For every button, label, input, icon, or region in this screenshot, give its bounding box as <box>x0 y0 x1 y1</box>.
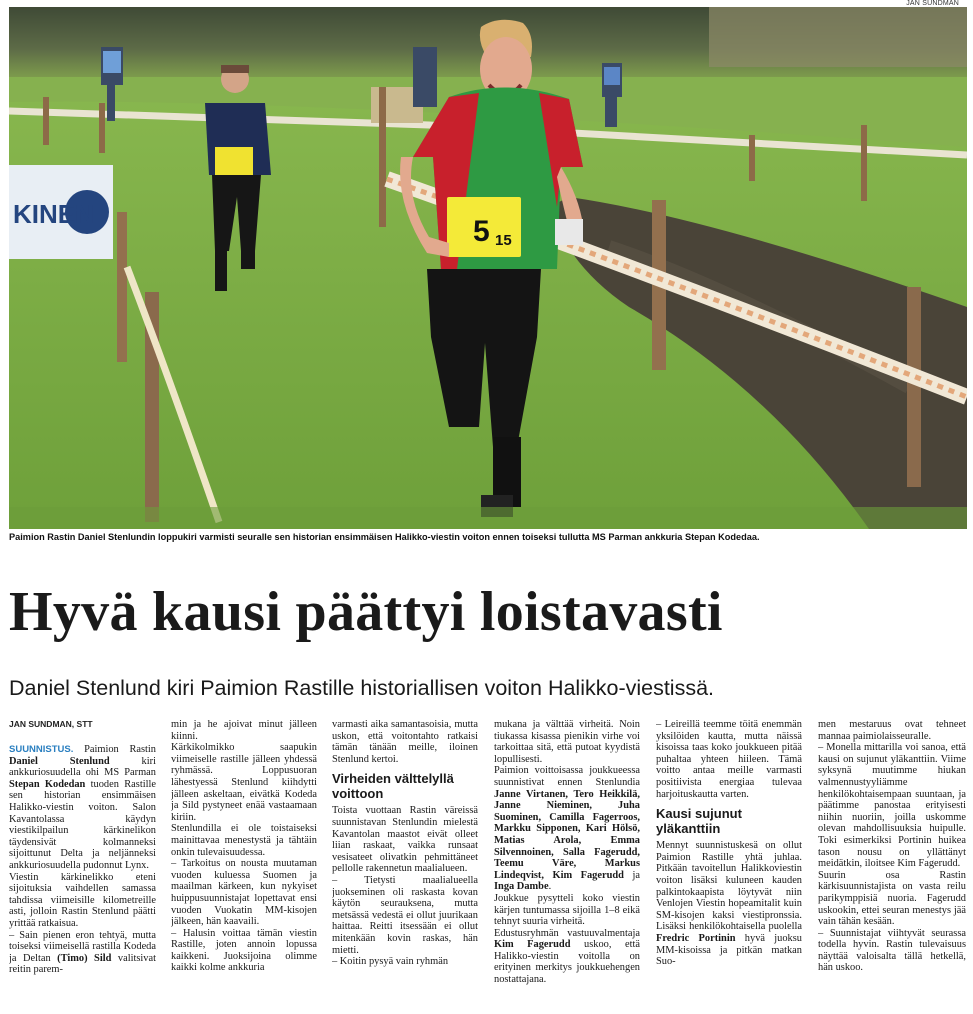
section-kicker: SUUNNISTUS. <box>9 744 74 755</box>
subheadline: Daniel Stenlund kiri Paimion Rastille historiallisen voiton Halikko-viestissä. <box>9 676 715 700</box>
paragraph: men mestaruus ovat tehneet mannaa paimiolaisseuralle. <box>818 719 966 742</box>
paragraph: – Tarkoitus on nousta muutaman vuoden kuluessa Suomen ja maailman kärkeen, kun nykyiset huippusuunnistajat lopettavat ensi vuoden Vuokatin MM-kisojen jälkeen, hän kaavaili. <box>171 858 317 928</box>
paragraph: – Monella mittarilla voi sanoa, että kausi on sujunut yläkanttiin. Viime syksynä muutimme hiukan valmennustyyliämme henkilökohtaisempaan suuntaan, ja päätimme panostaa erityisesti niihin nuoriin, joilla uskomme olevan mahdollisuuksia huipulle. Toki esimerkiksi Portinin huikea tason nousu on yllättänyt meidätkin, iloitsee Kim Fagerudd. <box>818 742 966 870</box>
paragraph: – Tietysti maalialueella juokseminen oli raskasta kovan käytön seurauksena, mutta metsässä vedestä ei ollut juurikaan haittaa. Reitti itsessään ei ollut mitenkään kovin raskas, hän mietti. <box>332 874 478 956</box>
byline: JAN SUNDMAN, STT <box>9 719 93 729</box>
paragraph: Mennyt suunnistuskesä on ollut Paimion Rastille yhtä juhlaa. Pitkään tavoitellun Halikkoviestin voiton lisäksi kuluneen kauden palkintokaapista löytyvät niin Venlojen Viestin hopeamitalit kuin SM-kisojen kaksi viestipronssia. Lisäksi henkilökohtaisella puolella Fredric Portinin hyvä juoksu MM-kisoissa ja pitkän matkan Suo- <box>656 840 802 968</box>
paragraph: – Leireillä teemme töitä enemmän yksilöiden kautta, mutta näissä kisoissa taas koko joukkueen pitää puhaltaa yhteen hiileen. Tämä voitto antaa meille varmasti positiivista energiaa tulevaa harjoituskautta varten. <box>656 719 802 800</box>
race-photo <box>9 7 967 529</box>
article-body <box>0 719 973 1011</box>
paragraph: – Halusin voittaa tämän viestin Rastille, joten annoin lopussa kaikkeni. Juoksijoina olimme kaikki kolme ankkuria <box>171 927 317 974</box>
photo-credit: JAN SUNDMAN <box>906 0 959 7</box>
paragraph: Suurin osa Rastin kärkisuunnistajista on vasta reilu parikymppisiä nuoria. Fagerudd uskookin, ettei seuran menestys jää vain tähän kesään. <box>818 869 966 928</box>
headline: Hyvä kausi päättyi loistavasti <box>9 581 723 643</box>
svg-text:KINEN: KINEN <box>13 199 94 229</box>
paragraph: SUUNNISTUS. Paimion Rastin Daniel Stenlund kiri ankkuriosuudella ohi MS Parman Stepan Kodedan tuoden Rastille sen historian ensimmäisen Halikko-viestin voiton. Salon Kavantolassa käydyn viestikilpailun kärkinelikon täydensivät kolmanneksi sijoittunut Delta ja neljänneksi ankkuriosuudella pudonnut Lynx. <box>9 744 156 871</box>
paragraph: Toista vuottaan Rastin väreissä suunnistavan Stenlundin mielestä Kavantolan maastot eivät olleet liian raskaat, vaikka runsaat vesisateet olivatkin pehmittäneet pellolle rakennetun maalialueen. <box>332 805 478 875</box>
article-column-4 <box>494 719 640 1011</box>
paragraph: Edustusryhmän vastuuvalmentaja Kim Fagerudd uskoo, että Halikko-viestin voitolla on erityinen merkitys joukkuehengen nostattajana. <box>494 927 640 986</box>
bib-leg: 15 <box>495 232 512 249</box>
paragraph: Paimion voittoisassa joukkueessa suunnistivat ennen Stenlundia Janne Virtanen, Tero Heikkilä, Janne Nieminen, Juha Suominen, Camilla Fagerroos, Markku Sipponen, Kari Hölsö, Matias Arola, Emma Silvennoinen, Salla Fagerudd, Teemu Väre, Markus Lindeqvist, Kim Fagerudd ja Inga Dambe. <box>494 765 640 893</box>
article-column-3 <box>332 719 478 1011</box>
article-column-6 <box>818 719 966 1011</box>
paragraph: Kärkikolmikko saapukin viimeiselle rastille jälleen yhdessä ryhmässä. Loppusuoran lähestyessä Stenlund kiihdytti jälleen askeltaan, eivätkä Kodeda ja Sild pystyneet enää vastaamaan kiriin. <box>171 742 317 823</box>
article-column-1 <box>9 744 156 1011</box>
article-column-2 <box>171 719 317 1011</box>
paragraph: Stenlundilla ei ole toistaiseksi mainittavaa menestystä ja tähtäin onkin tulevaisuudessa. <box>171 823 317 858</box>
paragraph: – Koitin pysyä vain ryhmän <box>332 956 449 968</box>
paragraph: min ja he ajoivat minut jälleen kiinni. <box>171 719 317 742</box>
photo-caption: Paimion Rastin Daniel Stenlundin loppukiri varmisti seuralle sen historian ensimmäisen Halikko-viestin voiton ennen toiseksi tullutta MS Parman ankkuria Stepan Kodedaa. <box>9 532 760 542</box>
section-subheading: Virheiden välttelyllä voittoon <box>332 771 454 802</box>
paragraph: – Sain pienen eron tehtyä, mutta toiseksi viimeisellä rastilla Kodeda ja Deltan (Timo) Sild valitsivat reitin parem- <box>9 929 156 976</box>
article-column-5 <box>656 719 802 1011</box>
team-roster: Janne Virtanen, Tero Heikkilä, Janne Nieminen, Juha Suominen, Camilla Fagerroos, Markku Sipponen, Kari Hölsö, Matias Arola, Emma Silvennoinen, Salla Fagerudd, Teemu Väre, Markus Lindeqvist, Kim Fagerudd <box>494 788 640 881</box>
paragraph: Joukkue pysytteli koko viestin kärjen tuntumassa sijoilla 1–8 eikä tehnyt suuria virheitä. <box>494 892 640 928</box>
section-subheading: Kausi sujunut yläkanttiin <box>656 806 742 837</box>
paragraph: – Suunnistajat viihtyvät seurassa todella hyvin. Rastin tulevaisuus näyttää valoisalta tällä hetkellä, hän uskoo. <box>818 927 966 974</box>
paragraph: Viestin kärkinelikko eteni sijoituksia vaihdellen samassa tahdissa viimeisille kilometreille asti, jolloin Rastin Stenlund päätti yrittää ratkaisua. <box>9 871 156 929</box>
bib-number: 5 <box>473 215 490 248</box>
paragraph: mukana ja välttää virheitä. Noin tiukassa kisassa pienikin virhe voi tarkoittaa sitä, että putoat kyydistä lopullisesti. <box>494 719 640 765</box>
paragraph: varmasti aika samantasoisia, mutta uskon, että voitontahto ratkaisi tämän tänään meille, iloinen Stenlund kertoi. <box>332 719 478 765</box>
